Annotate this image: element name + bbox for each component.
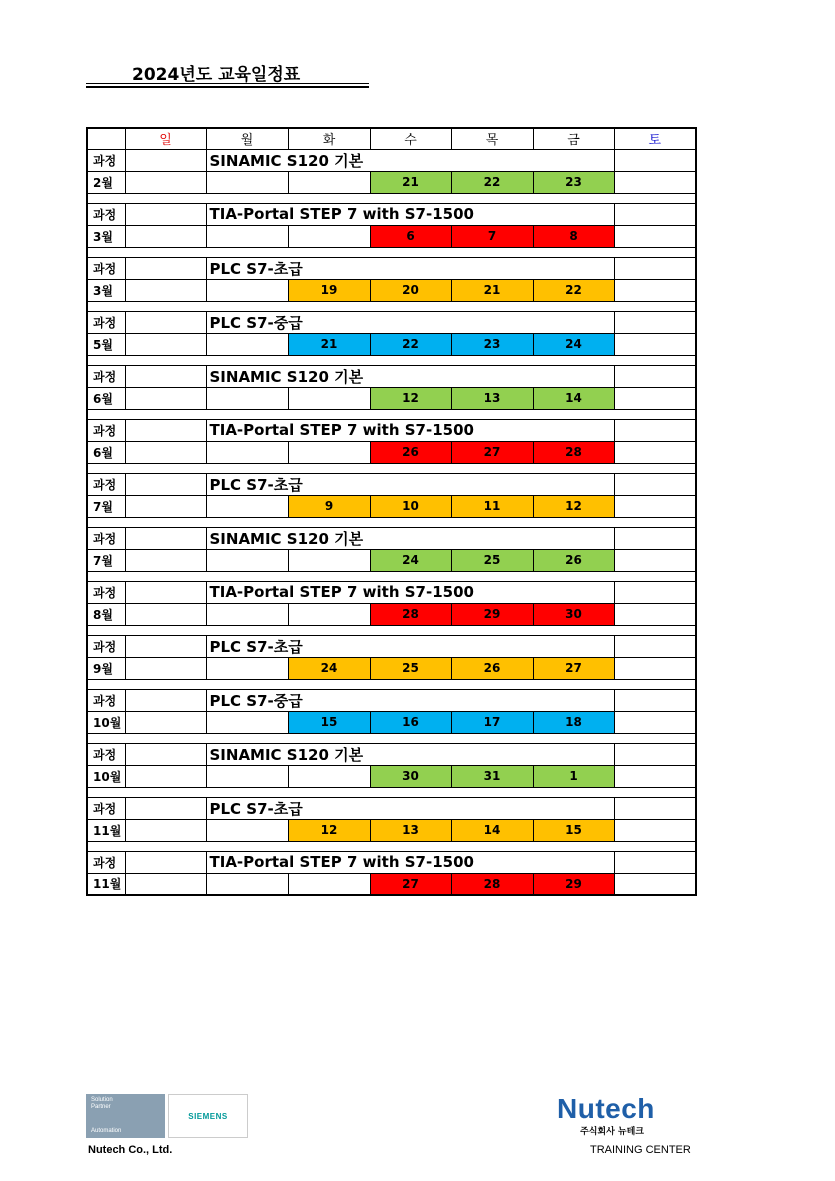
date-cell: 7 [451, 225, 533, 247]
empty-cell [288, 225, 370, 247]
spacer-cell [87, 301, 696, 311]
course-row [87, 419, 696, 441]
course-name: TIA-Portal STEP 7 with S7-1500 [206, 851, 614, 873]
empty-cell [125, 581, 206, 603]
date-cell: 26 [370, 441, 451, 463]
spacer-cell [87, 841, 696, 851]
empty-cell [206, 387, 288, 409]
date-cell: 19 [288, 279, 370, 301]
course-label: 과정 [87, 149, 125, 171]
empty-cell [614, 743, 696, 765]
date-cell: 13 [370, 819, 451, 841]
date-cell: 11 [451, 495, 533, 517]
date-cell: 10 [370, 495, 451, 517]
spacer-row [87, 679, 696, 689]
month-label: 6월 [87, 387, 125, 409]
empty-cell [125, 419, 206, 441]
date-row [87, 225, 696, 247]
date-cell: 22 [533, 279, 614, 301]
course-label: 과정 [87, 365, 125, 387]
date-cell: 29 [533, 873, 614, 895]
date-cell: 15 [533, 819, 614, 841]
empty-cell [125, 149, 206, 171]
date-cell: 14 [533, 387, 614, 409]
solution-partner-logo [86, 1094, 165, 1138]
empty-cell [125, 387, 206, 409]
course-row [87, 149, 696, 171]
date-cell: 26 [533, 549, 614, 571]
course-label: 과정 [87, 257, 125, 279]
empty-cell [614, 225, 696, 247]
spacer-cell [87, 733, 696, 743]
day-header-mon: 월 [206, 128, 288, 149]
date-cell: 18 [533, 711, 614, 733]
month-label: 9월 [87, 657, 125, 679]
date-cell: 21 [288, 333, 370, 355]
course-label: 과정 [87, 851, 125, 873]
date-cell: 20 [370, 279, 451, 301]
month-label: 10월 [87, 711, 125, 733]
empty-cell [614, 873, 696, 895]
spacer-row [87, 247, 696, 257]
month-label: 7월 [87, 549, 125, 571]
empty-cell [125, 743, 206, 765]
date-cell: 28 [451, 873, 533, 895]
date-cell: 12 [533, 495, 614, 517]
day-header-sat: 토 [614, 128, 696, 149]
spacer-cell [87, 355, 696, 365]
course-label: 과정 [87, 635, 125, 657]
title-underline-thick [86, 86, 369, 88]
nutech-logo: Nutech [557, 1093, 655, 1124]
empty-cell [206, 873, 288, 895]
empty-cell [288, 171, 370, 193]
course-name: PLC S7-중급 [206, 689, 614, 711]
month-label: 11월 [87, 873, 125, 895]
empty-cell [614, 765, 696, 787]
date-cell: 28 [533, 441, 614, 463]
date-cell: 24 [370, 549, 451, 571]
spacer-row [87, 787, 696, 797]
day-header-fri: 금 [533, 128, 614, 149]
solution-partner-text-1: Solution [91, 1097, 113, 1103]
empty-cell [288, 549, 370, 571]
empty-cell [614, 527, 696, 549]
empty-cell [614, 635, 696, 657]
empty-cell [288, 765, 370, 787]
empty-cell [206, 225, 288, 247]
spacer-cell [87, 679, 696, 689]
empty-cell [614, 473, 696, 495]
empty-cell [288, 441, 370, 463]
date-cell: 27 [533, 657, 614, 679]
empty-cell [206, 333, 288, 355]
course-label: 과정 [87, 203, 125, 225]
empty-cell [206, 441, 288, 463]
date-cell: 22 [370, 333, 451, 355]
spacer-cell [87, 193, 696, 203]
solution-partner-automation: Automation [91, 1128, 122, 1134]
empty-cell [614, 495, 696, 517]
date-row [87, 171, 696, 193]
spacer-cell [87, 463, 696, 473]
date-row [87, 549, 696, 571]
siemens-logo: SIEMENS [168, 1094, 248, 1138]
month-label: 8월 [87, 603, 125, 625]
day-header-wed: 수 [370, 128, 451, 149]
empty-cell [206, 711, 288, 733]
empty-cell [125, 225, 206, 247]
course-row [87, 527, 696, 549]
course-row [87, 311, 696, 333]
date-cell: 17 [451, 711, 533, 733]
spacer-row [87, 193, 696, 203]
date-cell: 13 [451, 387, 533, 409]
spacer-cell [87, 571, 696, 581]
empty-cell [206, 603, 288, 625]
empty-cell [125, 473, 206, 495]
month-label: 6월 [87, 441, 125, 463]
month-label: 7월 [87, 495, 125, 517]
date-row [87, 603, 696, 625]
spacer-row [87, 841, 696, 851]
date-cell: 27 [370, 873, 451, 895]
course-label: 과정 [87, 473, 125, 495]
spacer-row [87, 355, 696, 365]
date-row [87, 873, 696, 895]
date-cell: 30 [370, 765, 451, 787]
date-cell: 8 [533, 225, 614, 247]
empty-cell [614, 441, 696, 463]
date-cell: 24 [533, 333, 614, 355]
course-row [87, 365, 696, 387]
empty-cell [206, 657, 288, 679]
course-label: 과정 [87, 527, 125, 549]
course-row [87, 581, 696, 603]
day-header-tue: 화 [288, 128, 370, 149]
month-label: 3월 [87, 279, 125, 301]
course-row [87, 851, 696, 873]
date-row [87, 657, 696, 679]
date-cell: 12 [370, 387, 451, 409]
date-cell: 15 [288, 711, 370, 733]
date-cell: 1 [533, 765, 614, 787]
empty-cell [125, 279, 206, 301]
spacer-cell [87, 517, 696, 527]
empty-cell [614, 689, 696, 711]
course-row [87, 635, 696, 657]
spacer-row [87, 409, 696, 419]
date-cell: 12 [288, 819, 370, 841]
empty-cell [125, 635, 206, 657]
empty-cell [614, 365, 696, 387]
empty-cell [614, 387, 696, 409]
course-name: PLC S7-중급 [206, 311, 614, 333]
empty-cell [125, 819, 206, 841]
date-cell: 29 [451, 603, 533, 625]
spacer-cell [87, 787, 696, 797]
course-name: PLC S7-초급 [206, 797, 614, 819]
date-row [87, 495, 696, 517]
empty-cell [614, 549, 696, 571]
course-label: 과정 [87, 797, 125, 819]
date-cell: 25 [451, 549, 533, 571]
empty-cell [614, 257, 696, 279]
date-cell: 24 [288, 657, 370, 679]
empty-cell [288, 387, 370, 409]
course-name: TIA-Portal STEP 7 with S7-1500 [206, 581, 614, 603]
course-label: 과정 [87, 581, 125, 603]
spacer-row [87, 625, 696, 635]
empty-cell [206, 765, 288, 787]
empty-cell [614, 581, 696, 603]
empty-cell [125, 765, 206, 787]
training-center-label: TRAINING CENTER [590, 1144, 691, 1156]
spacer-cell [87, 625, 696, 635]
date-cell: 27 [451, 441, 533, 463]
empty-cell [125, 797, 206, 819]
course-row [87, 257, 696, 279]
solution-partner-text-2: Partner [91, 1104, 111, 1110]
month-label: 11월 [87, 819, 125, 841]
empty-cell [125, 851, 206, 873]
empty-cell [206, 495, 288, 517]
course-name: SINAMIC S120 기본 [206, 365, 614, 387]
empty-cell [125, 171, 206, 193]
month-label: 2월 [87, 171, 125, 193]
partner-logos [86, 1094, 248, 1138]
empty-cell [614, 311, 696, 333]
empty-cell [614, 279, 696, 301]
empty-cell [125, 549, 206, 571]
course-label: 과정 [87, 743, 125, 765]
date-cell: 22 [451, 171, 533, 193]
date-cell: 26 [451, 657, 533, 679]
date-cell: 23 [533, 171, 614, 193]
empty-cell [614, 657, 696, 679]
course-label: 과정 [87, 689, 125, 711]
schedule-table [86, 127, 697, 896]
date-row [87, 711, 696, 733]
date-cell: 21 [370, 171, 451, 193]
empty-cell [614, 333, 696, 355]
course-name: PLC S7-초급 [206, 473, 614, 495]
day-header-thu: 목 [451, 128, 533, 149]
empty-cell [614, 819, 696, 841]
empty-cell [206, 171, 288, 193]
date-cell: 9 [288, 495, 370, 517]
empty-cell [614, 203, 696, 225]
date-cell: 14 [451, 819, 533, 841]
date-cell: 28 [370, 603, 451, 625]
empty-cell [614, 711, 696, 733]
month-label: 5월 [87, 333, 125, 355]
spacer-row [87, 733, 696, 743]
empty-cell [125, 527, 206, 549]
empty-cell [125, 495, 206, 517]
course-row [87, 203, 696, 225]
course-row [87, 743, 696, 765]
spacer-row [87, 463, 696, 473]
date-cell: 31 [451, 765, 533, 787]
course-name: TIA-Portal STEP 7 with S7-1500 [206, 203, 614, 225]
course-name: TIA-Portal STEP 7 with S7-1500 [206, 419, 614, 441]
spacer-row [87, 571, 696, 581]
date-row [87, 333, 696, 355]
date-row [87, 279, 696, 301]
empty-cell [125, 311, 206, 333]
company-name: Nutech Co., Ltd. [88, 1144, 173, 1156]
empty-cell [125, 657, 206, 679]
empty-cell [125, 365, 206, 387]
day-header-sun: 일 [125, 128, 206, 149]
spacer-row [87, 517, 696, 527]
empty-cell [206, 819, 288, 841]
date-row [87, 819, 696, 841]
month-label: 10월 [87, 765, 125, 787]
empty-cell [614, 851, 696, 873]
course-label: 과정 [87, 311, 125, 333]
month-label: 3월 [87, 225, 125, 247]
date-row [87, 387, 696, 409]
date-row [87, 765, 696, 787]
empty-cell [125, 603, 206, 625]
empty-cell [125, 711, 206, 733]
course-label: 과정 [87, 419, 125, 441]
date-cell: 30 [533, 603, 614, 625]
date-cell: 23 [451, 333, 533, 355]
empty-cell [206, 549, 288, 571]
spacer-cell [87, 247, 696, 257]
page-title: 2024년도 교육일정표 [132, 65, 301, 85]
corner-cell [87, 128, 125, 149]
empty-cell [614, 149, 696, 171]
course-row [87, 473, 696, 495]
date-cell: 6 [370, 225, 451, 247]
header-row [87, 128, 696, 149]
title-underline [86, 83, 369, 84]
date-row [87, 441, 696, 463]
course-name: SINAMIC S120 기본 [206, 743, 614, 765]
course-name: PLC S7-초급 [206, 257, 614, 279]
course-row [87, 797, 696, 819]
empty-cell [614, 171, 696, 193]
course-name: PLC S7-초급 [206, 635, 614, 657]
empty-cell [125, 441, 206, 463]
empty-cell [614, 419, 696, 441]
course-name: SINAMIC S120 기본 [206, 149, 614, 171]
empty-cell [125, 873, 206, 895]
nutech-korean-name: 주식회사 뉴테크 [580, 1127, 644, 1137]
date-cell: 16 [370, 711, 451, 733]
empty-cell [125, 257, 206, 279]
spacer-row [87, 301, 696, 311]
spacer-cell [87, 409, 696, 419]
empty-cell [288, 603, 370, 625]
empty-cell [125, 203, 206, 225]
empty-cell [614, 603, 696, 625]
course-row [87, 689, 696, 711]
empty-cell [125, 333, 206, 355]
date-cell: 21 [451, 279, 533, 301]
empty-cell [125, 689, 206, 711]
empty-cell [614, 797, 696, 819]
empty-cell [288, 873, 370, 895]
course-name: SINAMIC S120 기본 [206, 527, 614, 549]
empty-cell [206, 279, 288, 301]
date-cell: 25 [370, 657, 451, 679]
